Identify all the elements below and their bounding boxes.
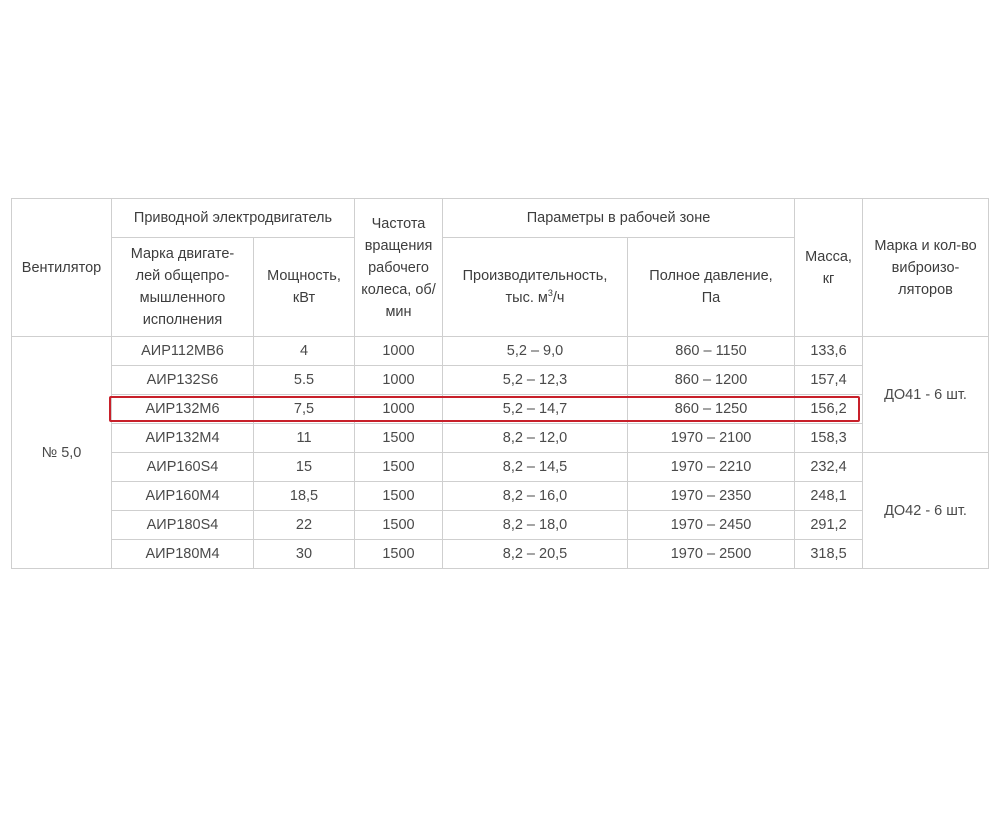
table-row	[12, 337, 989, 366]
capacity-cell: 8,2 – 12,0	[443, 424, 628, 453]
capacity-unit-pre: тыс. м	[505, 290, 548, 306]
header-vibro: Марка и кол-во виброизо-ляторов	[863, 199, 989, 337]
capacity-unit-sup: 3	[547, 288, 553, 299]
mass-cell: 156,2	[795, 395, 863, 424]
motor-cell: АИР112МВ6	[112, 337, 254, 366]
header-motor-brand: Марка двигате-лей общепро-мышленного исполнения	[112, 238, 254, 337]
motor-cell: АИР160М4	[112, 482, 254, 511]
power-cell: 4	[254, 337, 355, 366]
power-cell: 18,5	[254, 482, 355, 511]
header-capacity	[443, 238, 628, 337]
pressure-cell: 860 – 1150	[628, 337, 795, 366]
vibro-group-1: ДО41 - 6 шт.	[863, 337, 989, 453]
power-cell: 11	[254, 424, 355, 453]
capacity-label: Производительность,	[462, 268, 608, 284]
table-row	[12, 453, 989, 482]
spec-table-container	[11, 198, 988, 566]
table-row	[12, 511, 989, 540]
mass-cell: 157,4	[795, 366, 863, 395]
rpm-cell: 1500	[355, 453, 443, 482]
power-cell: 30	[254, 540, 355, 569]
rpm-cell: 1000	[355, 366, 443, 395]
motor-cell: АИР180М4	[112, 540, 254, 569]
pressure-cell: 1970 – 2500	[628, 540, 795, 569]
table-row	[12, 366, 989, 395]
rpm-cell: 1000	[355, 337, 443, 366]
motor-cell: АИР132М6	[112, 395, 254, 424]
mass-cell: 248,1	[795, 482, 863, 511]
motor-cell: АИР132S6	[112, 366, 254, 395]
mass-cell: 232,4	[795, 453, 863, 482]
capacity-cell: 5,2 – 9,0	[443, 337, 628, 366]
motor-cell: АИР160S4	[112, 453, 254, 482]
vibro-group-2: ДО42 - 6 шт.	[863, 453, 989, 569]
header-mass: Масса, кг	[795, 199, 863, 337]
table-row-highlighted	[12, 395, 989, 424]
power-cell: 22	[254, 511, 355, 540]
fan-number: № 5,0	[12, 337, 112, 569]
table-row	[12, 540, 989, 569]
motor-cell: АИР180S4	[112, 511, 254, 540]
mass-cell: 133,6	[795, 337, 863, 366]
table-row	[12, 424, 989, 453]
pressure-cell: 1970 – 2210	[628, 453, 795, 482]
mass-cell: 158,3	[795, 424, 863, 453]
pressure-cell: 1970 – 2350	[628, 482, 795, 511]
pressure-cell: 1970 – 2450	[628, 511, 795, 540]
rpm-cell: 1500	[355, 482, 443, 511]
rpm-cell: 1500	[355, 511, 443, 540]
rpm-cell: 1000	[355, 395, 443, 424]
header-power: Мощность, кВт	[254, 238, 355, 337]
capacity-unit-post: /ч	[552, 290, 565, 306]
capacity-cell: 8,2 – 16,0	[443, 482, 628, 511]
capacity-cell: 8,2 – 14,5	[443, 453, 628, 482]
power-cell: 5.5	[254, 366, 355, 395]
header-rotation-freq: Частота вращения рабочего колеса, об/мин	[355, 199, 443, 337]
power-cell: 7,5	[254, 395, 355, 424]
pressure-cell: 1970 – 2100	[628, 424, 795, 453]
capacity-cell: 8,2 – 20,5	[443, 540, 628, 569]
mass-cell: 291,2	[795, 511, 863, 540]
mass-cell: 318,5	[795, 540, 863, 569]
pressure-cell: 860 – 1250	[628, 395, 795, 424]
header-drive-motor: Приводной электродвигатель	[112, 199, 355, 238]
rpm-cell: 1500	[355, 540, 443, 569]
capacity-cell: 5,2 – 14,7	[443, 395, 628, 424]
header-pressure: Полное давление, Па	[628, 238, 795, 337]
table-row	[12, 482, 989, 511]
capacity-cell: 5,2 – 12,3	[443, 366, 628, 395]
motor-cell: АИР132М4	[112, 424, 254, 453]
capacity-cell: 8,2 – 18,0	[443, 511, 628, 540]
power-cell: 15	[254, 453, 355, 482]
rpm-cell: 1500	[355, 424, 443, 453]
fan-spec-table	[11, 198, 989, 569]
header-work-zone-params: Параметры в рабочей зоне	[443, 199, 795, 238]
header-fan: Вентилятор	[12, 199, 112, 337]
pressure-cell: 860 – 1200	[628, 366, 795, 395]
